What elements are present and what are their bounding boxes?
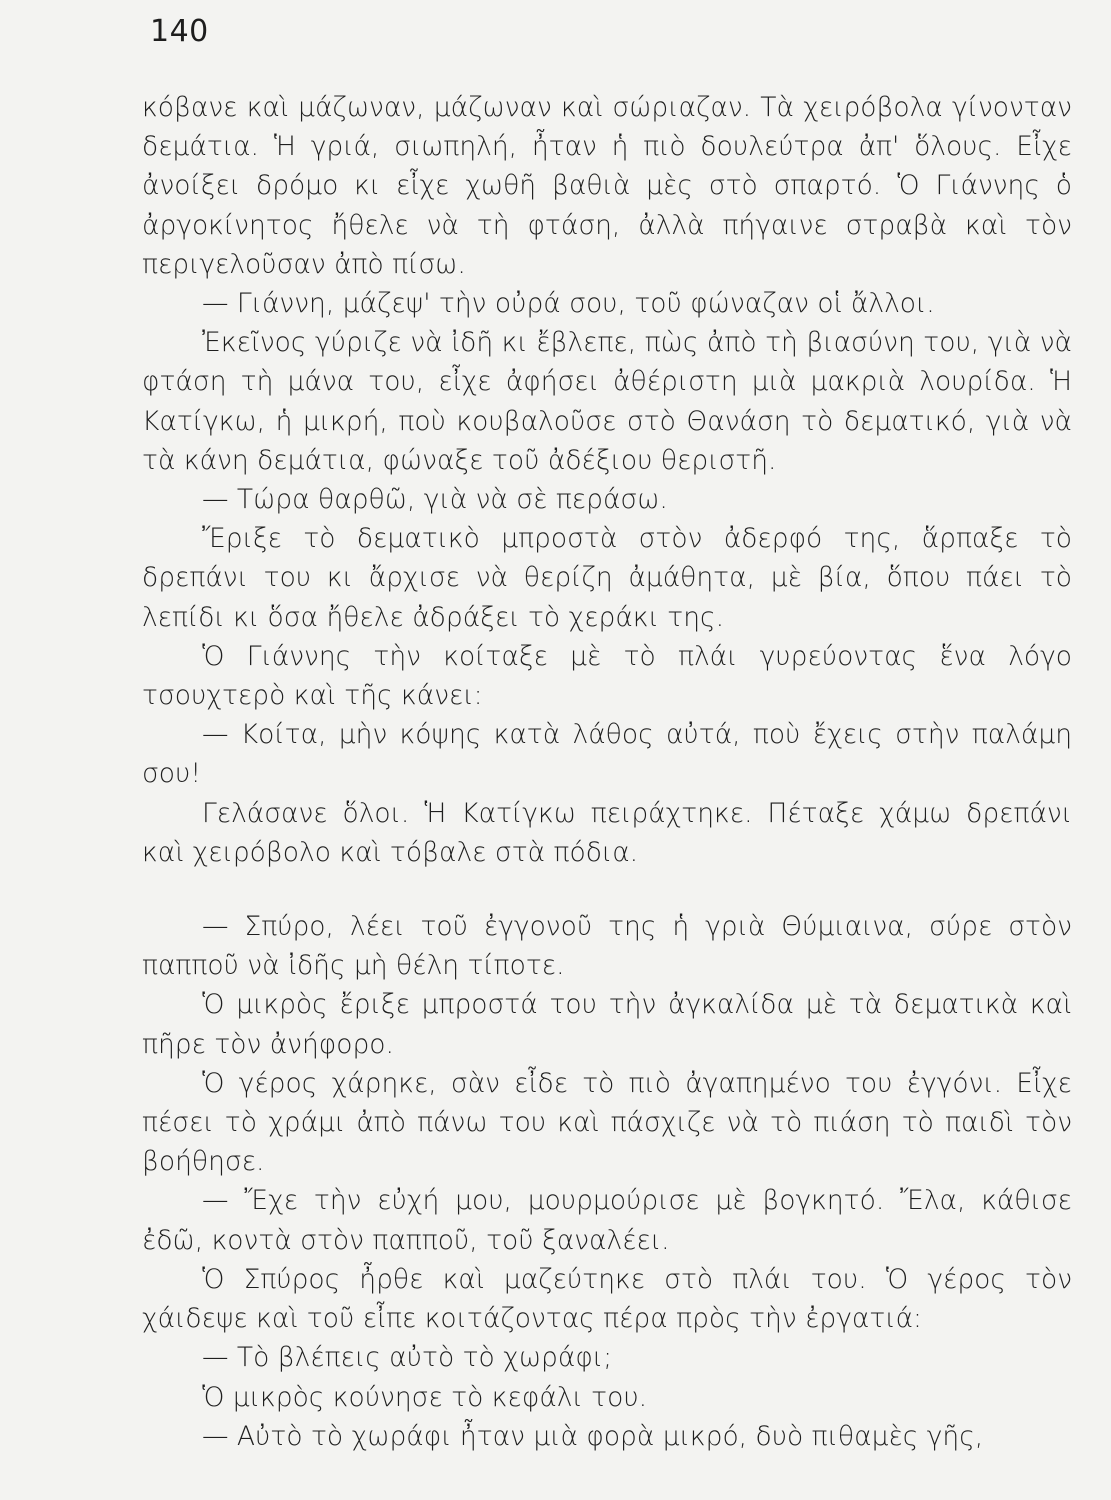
paragraph: — Γιάννη, μάζεψ' τὴν οὐρά σου, τοῦ φώναζαν οἱ ἄλλοι. — [202, 288, 935, 320]
paragraph: Ὁ Γιάννης τὴν κοίταξε μὲ τὸ πλάι γυρεύοντας ἕνα λόγο τσουχτερὸ καὶ τῆς κάνει: — [142, 640, 1072, 712]
paragraph: Ὁ Σπύρος ἦρθε καὶ μαζεύτηκε στὸ πλάι του. Ὁ γέρος τὸν χάιδεψε καὶ τοῦ εἶπε κοιτάζοντας πέρα πρὸς τὴν ἐργατιά: — [142, 1263, 1072, 1335]
paragraph: — Τὸ βλέπεις αὐτὸ τὸ χωράφι; — [202, 1342, 612, 1374]
body-text — [142, 88, 1072, 1456]
paragraph: κόβανε καὶ μάζωναν, μάζωναν καὶ σώριαζαν. Τὰ χειρόβολα γίνονταν δεμάτια. Ἡ γριά, σιωπηλή, ἦταν ἡ πιὸ δουλεύτρα ἀπ' ὅλους. Εἶχε ἀνοίξει δρόμο κι εἶχε χωθῆ βαθιὰ μὲς στὸ σπαρτό. Ὁ Γιάννης ὁ ἀργοκίνητος ἤθελε νὰ τὴ φτάση, ἀλλὰ πήγαινε στραβὰ καὶ τὸν περιγελοῦσαν ἀπὸ πίσω. — [142, 92, 1072, 280]
paragraph: Ὁ μικρὸς κούνησε τὸ κεφάλι του. — [202, 1381, 648, 1413]
paragraph: Ἔριξε τὸ δεματικὸ μπροστὰ στὸν ἀδερφό της, ἅρπαξε τὸ δρεπάνι του κι ἄρχισε νὰ θερίζη ἀμάθητα, μὲ βία, ὅπου πάει τὸ λεπίδι κι ὅσα ἤθελε ἀδράξει τὸ χεράκι της. — [142, 523, 1072, 633]
paragraph: — Τώρα θαρθῶ, γιὰ νὰ σὲ περάσω. — [202, 484, 668, 516]
paragraph: — Ἔχε τὴν εὐχή μου, μουρμούρισε μὲ βογκητό. Ἔλα, κάθισε ἐδῶ, κοντὰ στὸν παπποῦ, τοῦ ξαναλέει. — [142, 1185, 1072, 1256]
paragraph: Γελάσανε ὅλοι. Ἡ Κατίγκω πειράχτηκε. Πέταξε χάμω δρεπάνι καὶ χειρόβολο καὶ τόβαλε στὰ πόδια. — [142, 797, 1072, 868]
paragraph: — Σπύρο, λέει τοῦ ἐγγονοῦ της ἡ γριὰ Θύμιαινα, σύρε στὸν παπποῦ νὰ ἰδῆς μὴ θέλη τίποτε. — [142, 911, 1072, 982]
paragraph: Ὁ γέρος χάρηκε, σὰν εἶδε τὸ πιὸ ἀγαπημένο του ἐγγόνι. Εἶχε πέσει τὸ χράμι ἀπὸ πάνω του καὶ πάσχιζε νὰ τὸ πιάση τὸ παιδὶ τὸν βοήθησε. — [142, 1067, 1072, 1178]
paragraph: — Αὐτὸ τὸ χωράφι ἦταν μιὰ φορὰ μικρό, δυὸ πιθαμὲς γῆς, — [202, 1420, 984, 1452]
paragraph: Ἐκεῖνος γύριζε νὰ ἰδῆ κι ἔβλεπε, πὼς ἀπὸ τὴ βιασύνη του, γιὰ νὰ φτάση τὴ μάνα του, εἶχε ἀφήσει ἀθέριστη μιὰ μακριὰ λουρίδα. Ἡ Κατίγκω, ἡ μικρή, ποὺ κουβαλοῦσε στὸ Θανάση τὸ δεματικό, γιὰ νὰ τὰ κάνη δεμάτια, φώναξε τοῦ ἀδέξιου θεριστῆ. — [142, 327, 1072, 476]
scene-break — [142, 872, 1072, 907]
page-number: 140 — [150, 14, 209, 49]
paragraph: — Κοίτα, μὴν κόψης κατὰ λάθος αὐτά, ποὺ ἔχεις στὴν παλάμη σου! — [142, 719, 1072, 790]
paragraph: Ὁ μικρὸς ἔριξε μπροστά του τὴν ἀγκαλίδα μὲ τὰ δεματικὰ καὶ πῆρε τὸν ἀνήφορο. — [142, 989, 1072, 1060]
